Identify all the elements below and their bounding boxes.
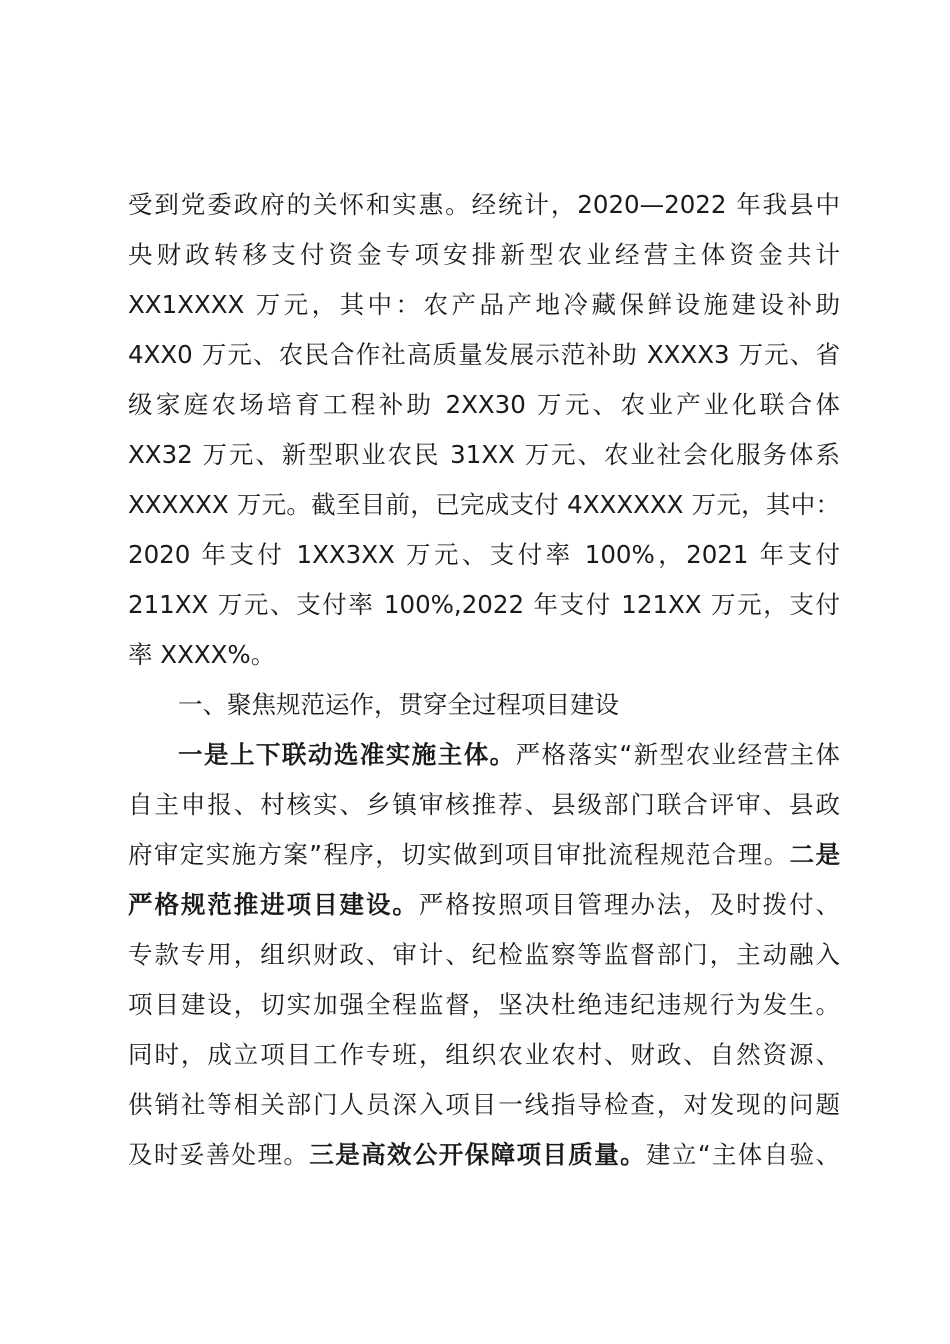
text-line: 211XX 万元、支付率 100%,2022 年支付 121XX 万元，支付 [128, 590, 840, 619]
text-line: 级家庭农场培育工程补助 2XX30 万元、农业产业化联合体 [128, 390, 840, 419]
text-line [128, 730, 840, 780]
text-line: 率 XXXX%。 [128, 640, 276, 669]
bold-lead: 三是高效公开保障项目质量。 [309, 1140, 647, 1169]
inline-text: 严格落实“新型农业经营主体 [515, 740, 840, 769]
bold-lead: 严格规范推进项目建设。 [128, 890, 419, 919]
inline-text: 严格按照项目管理办法，及时拨付、 [418, 890, 841, 919]
section-heading: 一、聚焦规范运作，贯穿全过程项目建设 [178, 690, 619, 719]
text-line: 同时，成立项目工作专班，组织农业农村、财政、自然资源、 [128, 1040, 840, 1069]
text-line: 受到党委政府的关怀和实惠。经统计，2020—2022 年我县中 [128, 190, 840, 219]
text-line: 自主申报、村核实、乡镇审核推荐、县级部门联合评审、县政 [128, 790, 840, 819]
text-line: XX1XXXX 万元，其中：农产品产地冷藏保鲜设施建设补助 [128, 290, 840, 319]
paragraph-project-construction [128, 730, 840, 1180]
text-line: 项目建设，切实加强全程监督，坚决杜绝违纪违规行为发生。 [128, 990, 840, 1019]
text-line: 供销社等相关部门人员深入项目一线指导检查，对发现的问题 [128, 1090, 840, 1119]
inline-text: 府审定实施方案”程序，切实做到项目审批流程规范合理。 [128, 840, 790, 869]
inline-text: 及时妥善处理。 [128, 1140, 310, 1169]
text-line [128, 830, 840, 880]
text-line: 4XX0 万元、农民合作社高质量发展示范补助 XXXX3 万元、省 [128, 340, 840, 369]
bold-lead: 二是 [789, 840, 840, 869]
text-line: 专款专用，组织财政、审计、纪检监察等监督部门，主动融入 [128, 940, 840, 969]
text-line: 2020 年支付 1XX3XX 万元、支付率 100%，2021 年支付 [128, 540, 840, 569]
text-line [128, 880, 840, 930]
text-line: 央财政转移支付资金专项安排新型农业经营主体资金共计 [128, 240, 840, 269]
text-line [128, 1130, 840, 1180]
paragraph-funding-summary [128, 180, 840, 680]
inline-text: 建立“主体自验、 [646, 1140, 841, 1169]
text-line: XX32 万元、新型职业农民 31XX 万元、农业社会化服务体系 [128, 440, 840, 469]
text-line: XXXXXX 万元。截至目前，已完成支付 4XXXXXX 万元，其中： [128, 490, 840, 519]
bold-lead: 一是上下联动选准实施主体。 [178, 740, 516, 769]
document-page [128, 180, 840, 1180]
